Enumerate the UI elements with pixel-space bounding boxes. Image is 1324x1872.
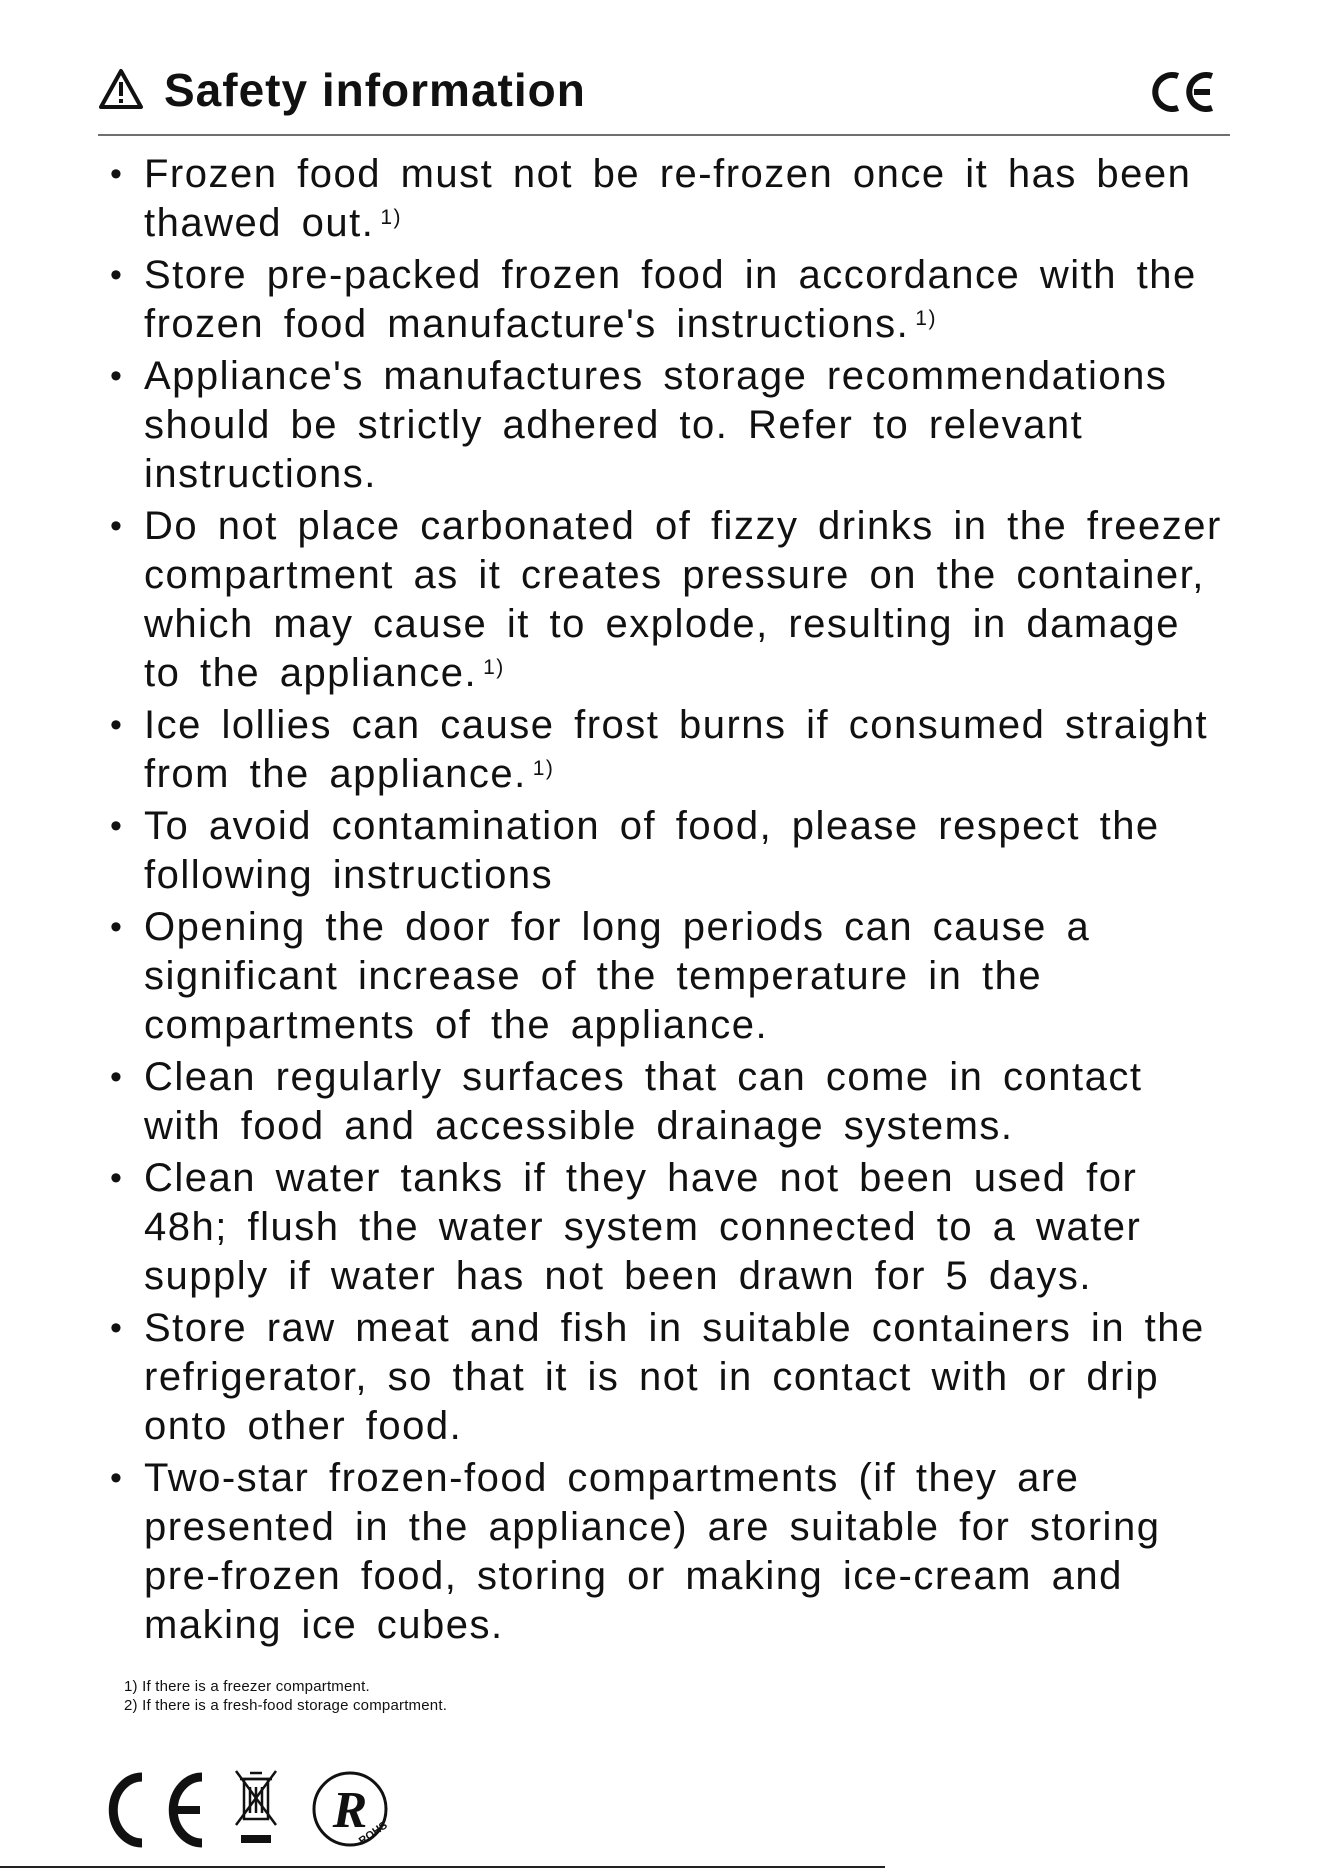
safety-item-text: To avoid contamination of food, please respect the following instructions <box>144 804 1160 897</box>
safety-item <box>110 502 1235 698</box>
footnotes <box>124 1677 447 1715</box>
safety-item <box>110 701 1235 799</box>
safety-item-text: Clean water tanks if they have not been used for 48h; flush the water system connected to a water supply if water has not been drawn for 5 days. <box>144 1156 1142 1298</box>
safety-item <box>110 1454 1235 1650</box>
safety-item-text: Opening the door for long periods can cause a significant increase of the temperature in the compartments of the appliance. <box>144 905 1091 1047</box>
bullet-icon: • <box>110 706 124 744</box>
bullet-icon: • <box>110 357 124 395</box>
safety-item-text: Store raw meat and fish in suitable containers in the refrigerator, so that it is not in contact with or drip onto other food. <box>144 1306 1205 1448</box>
footnote-ref: 1) <box>532 757 555 780</box>
safety-item-text: Frozen food must not be re-frozen once it has been thawed out. <box>144 152 1192 245</box>
bullet-icon: • <box>110 1309 124 1347</box>
page-title: Safety information <box>164 64 586 116</box>
page-bottom-rule <box>0 1866 885 1868</box>
safety-item <box>110 150 1235 248</box>
safety-item-text: Clean regularly surfaces that can come in contact with food and accessible drainage systems. <box>144 1055 1143 1148</box>
safety-item-text: Ice lollies can cause frost burns if consumed straight from the appliance. <box>144 703 1209 796</box>
safety-item <box>110 251 1235 349</box>
bullet-icon: • <box>110 1058 124 1096</box>
safety-item <box>110 352 1235 499</box>
bullet-icon: • <box>110 1459 124 1497</box>
certification-marks <box>104 1765 404 1855</box>
safety-item-text: Do not place carbonated of fizzy drinks in the freezer compartment as it creates pressure on the container, which may cause it to explode, resulting in damage to the appliance. <box>144 504 1222 695</box>
safety-item <box>110 903 1235 1050</box>
ce-mark-icon <box>113 1777 202 1843</box>
bullet-icon: • <box>110 155 124 193</box>
ce-mark-icon <box>1150 70 1216 114</box>
footnote-ref: 1) <box>915 307 937 330</box>
svg-text:ROHS: ROHS <box>356 1819 390 1848</box>
safety-item <box>110 802 1235 900</box>
rohs-icon <box>314 1773 390 1847</box>
footnote: 2) If there is a fresh-food storage compartment. <box>124 1697 448 1714</box>
footnote: 1) If there is a freezer compartment. <box>124 1678 370 1695</box>
warning-triangle-icon <box>98 68 144 110</box>
safety-item-text: Two-star frozen-food compartments (if they are presented in the appliance) are suitable for storing pre-frozen food, storing or making ice-cream and making ice cubes. <box>144 1456 1161 1647</box>
safety-item <box>110 1304 1235 1451</box>
footnote-ref: 1) <box>483 656 505 679</box>
bullet-icon: • <box>110 507 124 545</box>
safety-list <box>110 150 1235 1653</box>
crossed-bin-icon <box>236 1771 276 1843</box>
safety-item-text: Store pre-packed frozen food in accordance with the frozen food manufacture's instructions. <box>144 253 1197 346</box>
safety-item-text: Appliance's manufactures storage recommendations should be strictly adhered to. Refer to relevant instructions. <box>144 354 1168 496</box>
bullet-icon: • <box>110 256 124 294</box>
footnote-ref: 1) <box>380 206 403 229</box>
bullet-icon: • <box>110 1159 124 1197</box>
bullet-icon: • <box>110 908 124 946</box>
safety-item <box>110 1053 1235 1151</box>
safety-item <box>110 1154 1235 1301</box>
svg-text:R: R <box>332 1782 368 1839</box>
page-header <box>98 58 1230 136</box>
bullet-icon: • <box>110 807 124 845</box>
